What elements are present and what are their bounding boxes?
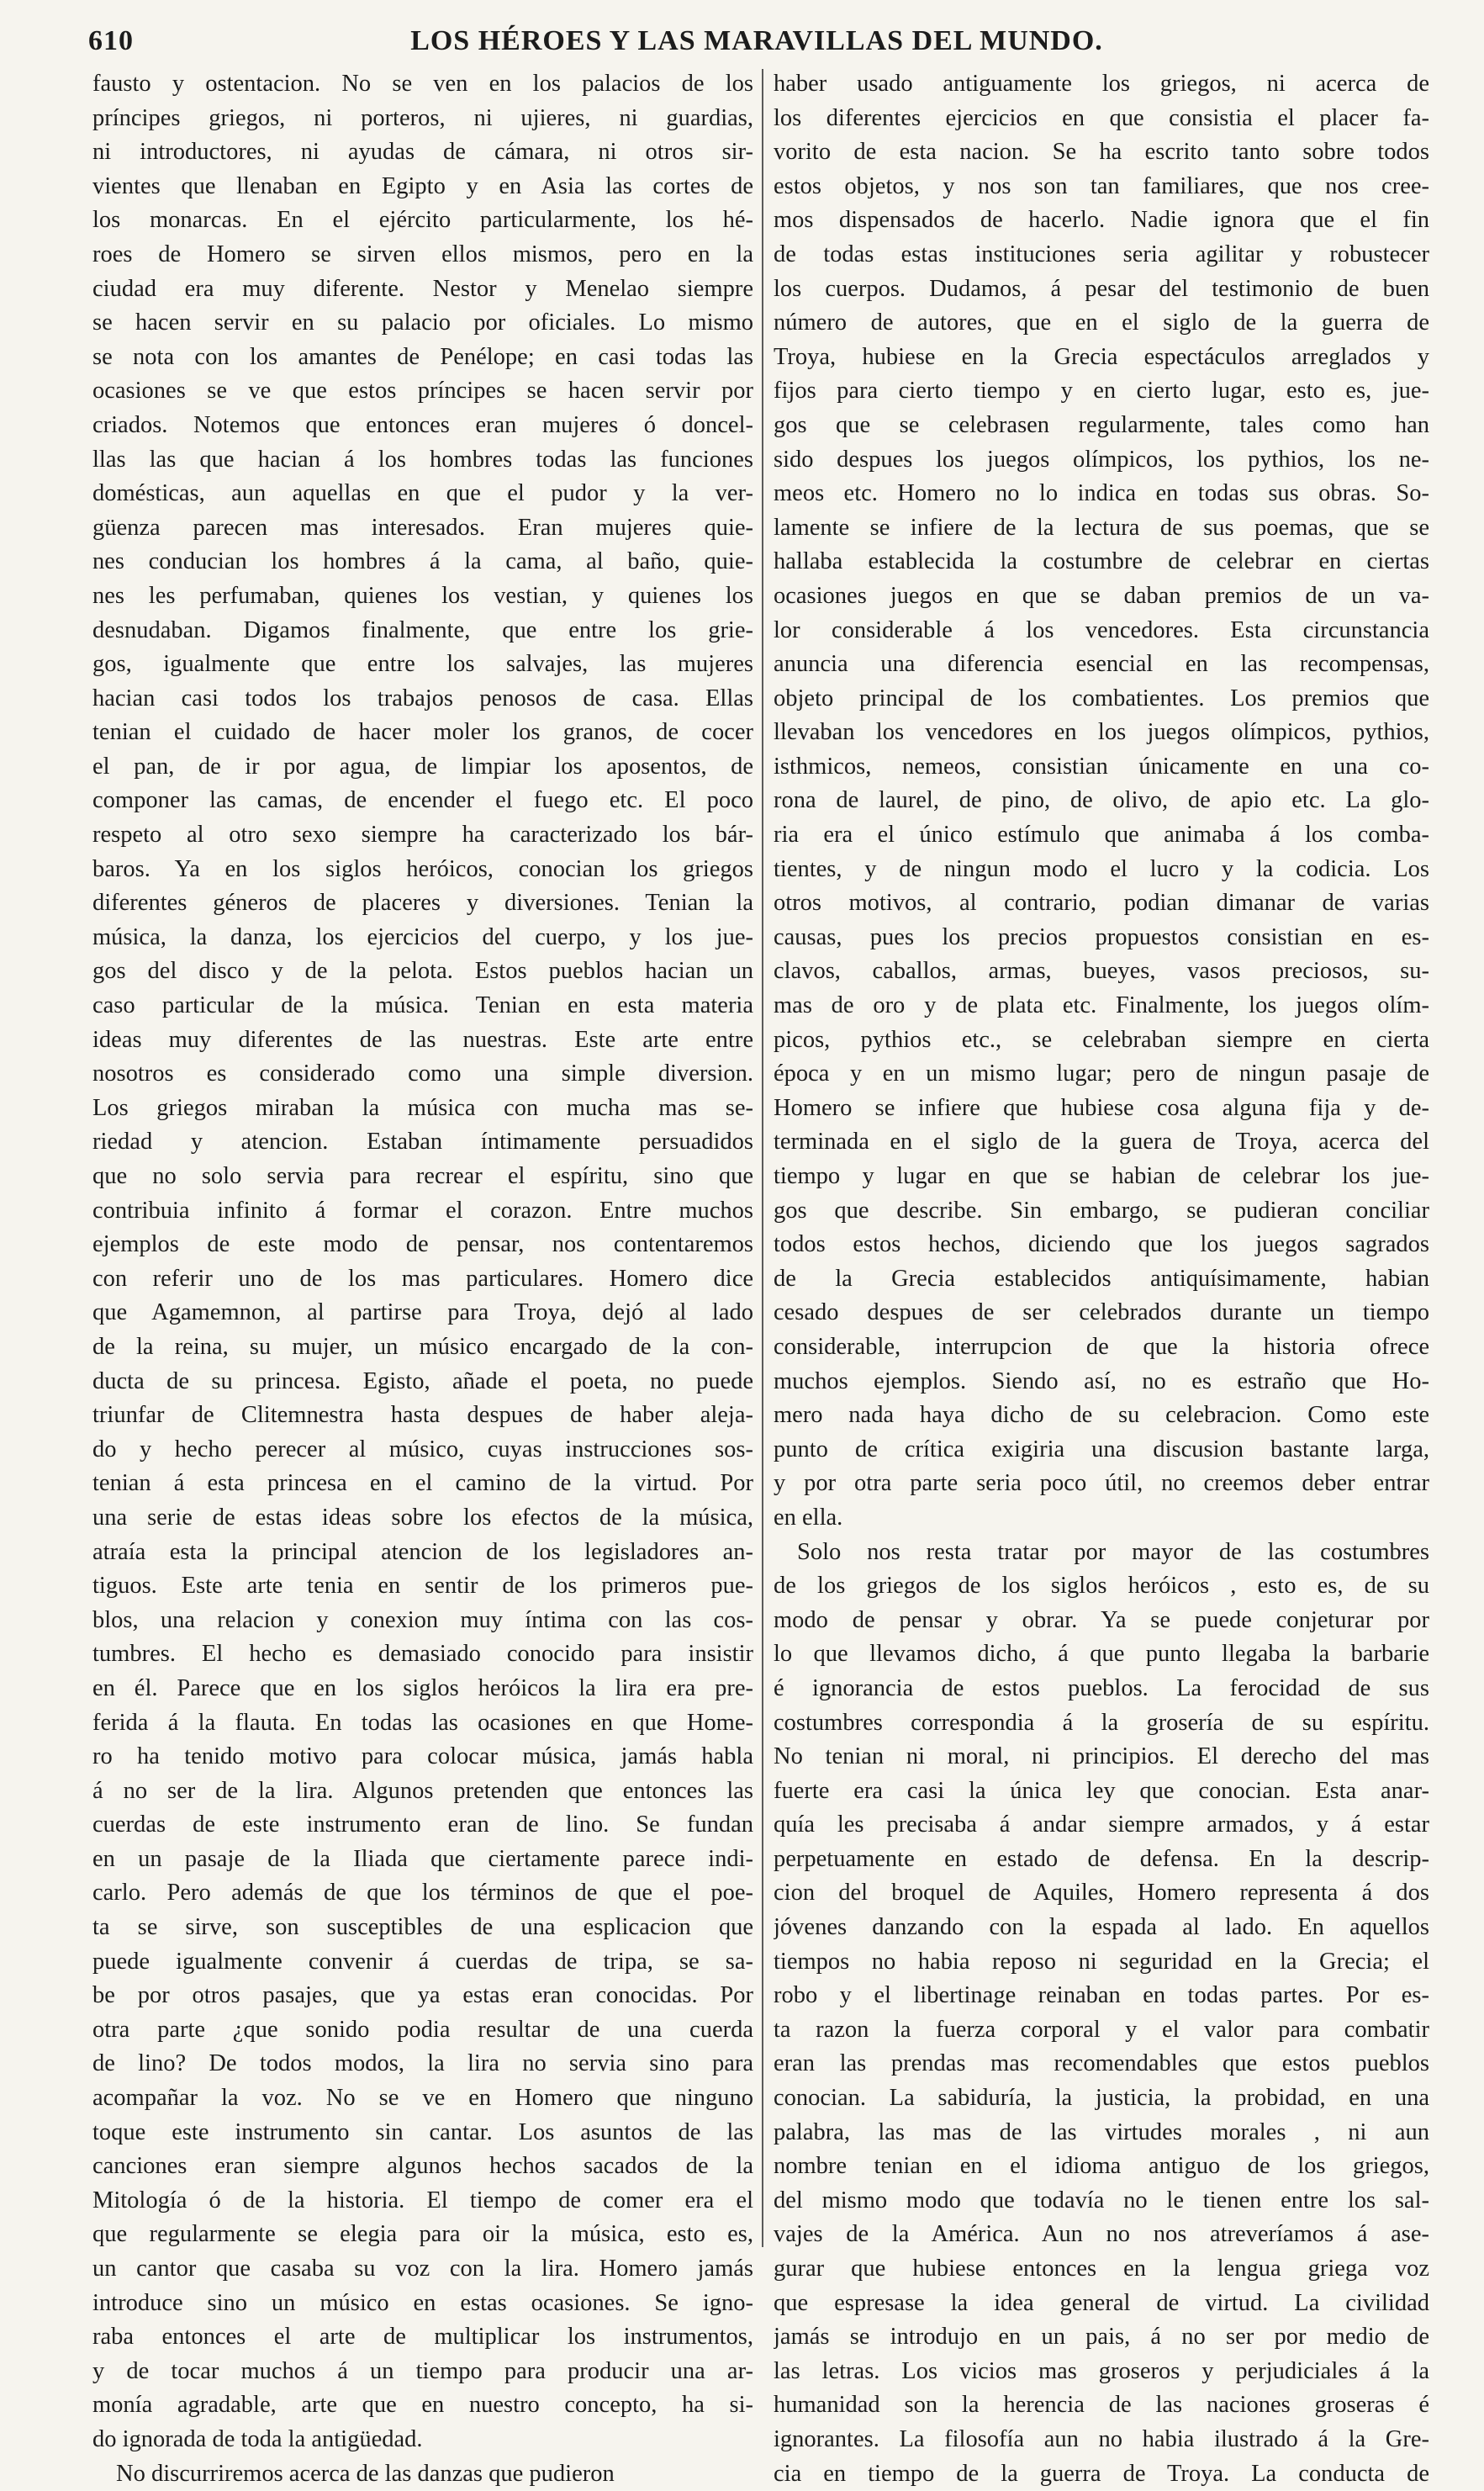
- text-line: se hacen servir en su palacio por oficiales. Lo mismo: [92, 309, 753, 336]
- text-line: tiempos no habia reposo ni seguridad en la Grecia; el: [774, 1948, 1429, 1975]
- text-line: meos etc. Homero no lo indica en todas sus obras. So-: [774, 480, 1429, 507]
- text-line: robo y el libertinage reinaban en todas partes. Por es-: [774, 1982, 1429, 2009]
- text-line: tumbres. El hecho es demasiado conocido para insistir: [92, 1641, 753, 1668]
- text-line: picos, pythios etc., se celebraban siempre en cierta: [774, 1026, 1429, 1053]
- text-line: sido despues los juegos olímpicos, los pythios, los ne-: [774, 446, 1429, 473]
- text-line: haber usado antiguamente los griegos, ni acerca de: [774, 71, 1429, 97]
- text-line: rona de laurel, de pino, de olivo, de apio etc. La glo-: [774, 787, 1429, 814]
- text-line: caso particular de la música. Tenian en esta materia: [92, 992, 753, 1019]
- text-line: época y en un mismo lugar; pero de ningun pasaje de: [774, 1060, 1429, 1087]
- text-line: las letras. Los vicios mas groseros y perjudiciales á la: [774, 2357, 1429, 2384]
- text-line: mero nada haya dicho de su celebracion. Como este: [774, 1402, 1429, 1429]
- text-line: ejemplos de este modo de pensar, nos contentaremos: [92, 1231, 753, 1258]
- text-line: costumbres correspondia á la grosería de su espíritu.: [774, 1709, 1429, 1736]
- text-line: criados. Notemos que entonces eran mujeres ó doncel-: [92, 411, 753, 438]
- text-line: gos del disco y de la pelota. Estos pueblos hacian un: [92, 958, 753, 985]
- text-line: Los griegos miraban la música con mucha mas se-: [92, 1094, 753, 1121]
- text-line: No discurriremos acerca de las danzas que pudieron: [116, 2460, 615, 2487]
- text-line: los cuerpos. Dudamos, á pesar del testimonio de buen: [774, 275, 1429, 302]
- text-line: nosotros es considerado como una simple diversion.: [92, 1060, 753, 1087]
- text-line: de la Grecia establecidos antiquísimamente, habian: [774, 1265, 1429, 1292]
- text-line: introduce sino un músico en estas ocasiones. Se igno-: [92, 2289, 753, 2316]
- text-line: respeto al otro sexo siempre ha caracterizado los bár-: [92, 822, 753, 849]
- text-line: cesado despues de ser celebrados durante un tiempo: [774, 1299, 1429, 1326]
- text-line: á no ser de la lira. Algunos pretenden que entonces las: [92, 1777, 753, 1804]
- text-line: baros. Ya en los siglos heróicos, conocian los griegos: [92, 855, 753, 882]
- text-line: hacian casi todos los trabajos penosos de casa. Ellas: [92, 685, 753, 711]
- text-line: ro ha tenido motivo para colocar música, jamás habla: [92, 1743, 753, 1770]
- text-line: cion del broquel de Aquiles, Homero representa á dos: [774, 1880, 1429, 1907]
- text-line: nombre tenian en el idioma antiguo de los griegos,: [774, 2153, 1429, 2180]
- text-line: desnudaban. Digamos finalmente, que entre los grie-: [92, 616, 753, 643]
- text-line: se nota con los amantes de Penélope; en casi todas las: [92, 343, 753, 370]
- text-line: lor considerable á los vencedores. Esta circunstancia: [774, 616, 1429, 643]
- text-line: muchos ejemplos. Siendo así, no es estraño que Ho-: [774, 1367, 1429, 1394]
- text-line: ni introductores, ni ayudas de cámara, ni otros sir-: [92, 139, 753, 166]
- text-line: gos que se celebrasen regularmente, tales como han: [774, 411, 1429, 438]
- text-line: con referir uno de los mas particulares. Homero dice: [92, 1265, 753, 1292]
- text-line: tenian á esta princesa en el camino de la virtud. Por: [92, 1470, 753, 1497]
- text-line: otros motivos, al contrario, podian dimanar de varias: [774, 890, 1429, 917]
- text-line: roes de Homero se sirven ellos mismos, pero en la: [92, 241, 753, 267]
- text-line: y de tocar muchos á un tiempo para producir una ar-: [92, 2357, 753, 2384]
- text-line: perpetuamente en estado de defensa. En la descrip-: [774, 1845, 1429, 1872]
- text-line: isthmicos, nemeos, consistian únicamente en una co-: [774, 753, 1429, 780]
- text-line: número de autores, que en el siglo de la guerra de: [774, 309, 1429, 336]
- text-line: Troya, hubiese en la Grecia espectáculos arreglados y: [774, 343, 1429, 370]
- text-line: Mitología ó de la historia. El tiempo de comer era el: [92, 2187, 753, 2213]
- running-title: LOS HÉROES Y LAS MARAVILLAS DEL MUNDO.: [410, 25, 1103, 56]
- text-line: tenian el cuidado de hacer moler los granos, de cocer: [92, 719, 753, 746]
- text-line: riedad y atencion. Estaban íntimamente persuadidos: [92, 1129, 753, 1156]
- text-line: ciudad era muy diferente. Nestor y Menelao siempre: [92, 275, 753, 302]
- text-line: los monarcas. En el ejército particularmente, los hé-: [92, 207, 753, 234]
- text-line: que regularmente se elegia para oir la música, esto es,: [92, 2221, 753, 2248]
- right-column: [774, 67, 1429, 2491]
- text-line: ocasiones se ve que estos príncipes se hacen servir por: [92, 378, 753, 405]
- text-line: do ignorada de toda la antigüedad.: [92, 2425, 423, 2452]
- text-line: punto de crítica exigiria una discusion bastante larga,: [774, 1436, 1429, 1462]
- text-line: No tenian ni moral, ni principios. El derecho del mas: [774, 1743, 1429, 1770]
- text-line: lamente se infiere de la lectura de sus poemas, que se: [774, 514, 1429, 541]
- text-line: Homero se infiere que hubiese cosa alguna fija y de-: [774, 1094, 1429, 1121]
- text-line: fuerte era casi la única ley que conocian. Esta anar-: [774, 1777, 1429, 1804]
- text-line: llevaban los vencedores en los juegos olímpicos, pythios,: [774, 719, 1429, 746]
- text-line: de los griegos de los siglos heróicos , esto es, de su: [774, 1573, 1429, 1600]
- text-line: puede igualmente convenir á cuerdas de tripa, se sa-: [92, 1948, 753, 1975]
- text-line: todos estos hechos, diciendo que los juegos sagrados: [774, 1231, 1429, 1258]
- text-line: que no solo servia para recrear el espíritu, sino que: [92, 1163, 753, 1189]
- text-line: ideas muy diferentes de las nuestras. Este arte entre: [92, 1026, 753, 1053]
- text-line: de todas estas instituciones seria agilitar y robustecer: [774, 241, 1429, 267]
- text-line: ignorantes. La filosofía aun no habia ilustrado á la Gre-: [774, 2425, 1429, 2452]
- text-line: objeto principal de los combatientes. Los premios que: [774, 685, 1429, 711]
- text-line: quía les precisaba á andar siempre armados, y á estar: [774, 1811, 1429, 1838]
- text-line: modo de pensar y obrar. Ya se puede conjeturar por: [774, 1606, 1429, 1633]
- text-line: atraía esta la principal atencion de los legisladores an-: [92, 1538, 753, 1565]
- text-line: vorito de esta nacion. Se ha escrito tanto sobre todos: [774, 139, 1429, 166]
- text-line: de lino? De todos modos, la lira no servia sino para: [92, 2050, 753, 2077]
- text-line: cuerdas de este instrumento eran de lino. Se fundan: [92, 1811, 753, 1838]
- text-line: é ignorancia de estos pueblos. La ferocidad de sus: [774, 1674, 1429, 1701]
- text-line: vientes que llenaban en Egipto y en Asia las cortes de: [92, 172, 753, 199]
- text-line: humanidad son la herencia de las naciones groseras é: [774, 2392, 1429, 2419]
- text-line: del mismo modo que todavía no le tienen entre los sal-: [774, 2187, 1429, 2213]
- text-line: clavos, caballos, armas, bueyes, vasos preciosos, su-: [774, 958, 1429, 985]
- text-line: triunfar de Clitemnestra hasta despues de haber aleja-: [92, 1402, 753, 1429]
- text-line: ocasiones juegos en que se daban premios de un va-: [774, 582, 1429, 609]
- text-line: y por otra parte seria poco útil, no creemos deber entrar: [774, 1470, 1429, 1497]
- text-line: do y hecho perecer al músico, cuyas instrucciones sos-: [92, 1436, 753, 1462]
- text-line: ria era el único estímulo que animaba á los comba-: [774, 822, 1429, 849]
- text-line: lo que llevamos dicho, á que punto llegaba la barbarie: [774, 1641, 1429, 1668]
- text-line: príncipes griegos, ni porteros, ni ujieres, ni guardias,: [92, 104, 753, 131]
- text-line: contribuia infinito á formar el corazon. Entre muchos: [92, 1197, 753, 1224]
- left-column: [92, 67, 753, 2491]
- text-line: ta razon la fuerza corporal y el valor para combatir: [774, 2016, 1429, 2043]
- text-line: domésticas, aun aquellas en que el pudor y la ver-: [92, 480, 753, 507]
- text-line: toque este instrumento sin cantar. Los asuntos de las: [92, 2118, 753, 2145]
- text-line: estos objetos, y nos son tan familiares, que nos cree-: [774, 172, 1429, 199]
- text-line: tiempo y lugar en que se habian de celebrar los jue-: [774, 1163, 1429, 1189]
- text-line: acompañar la voz. No se ve en Homero que ninguno: [92, 2085, 753, 2112]
- text-line: música, la danza, los ejercicios del cuerpo, y los jue-: [92, 923, 753, 950]
- text-line: terminada en el siglo de la guera de Troya, acerca del: [774, 1129, 1429, 1156]
- text-line: tiguos. Este arte tenia en sentir de los primeros pue-: [92, 1573, 753, 1600]
- text-line: tientes, y de ningun modo el lucro y la codicia. Los: [774, 855, 1429, 882]
- text-line: jóvenes danzando con la espada al lado. En aquellos: [774, 1914, 1429, 1941]
- text-line: de la reina, su mujer, un músico encargado de la con-: [92, 1333, 753, 1360]
- text-line: una serie de estas ideas sobre los efectos de la música,: [92, 1504, 753, 1531]
- running-header: [88, 25, 1425, 64]
- text-line: causas, pues los precios propuestos consistian en es-: [774, 923, 1429, 950]
- text-line: en él. Parece que en los siglos heróicos la lira era pre-: [92, 1674, 753, 1701]
- text-line: ta se sirve, son susceptibles de una esplicacion que: [92, 1914, 753, 1941]
- text-line: monía agradable, arte que en nuestro concepto, ha si-: [92, 2392, 753, 2419]
- text-line: cia en tiempo de la guerra de Troya. La conducta de: [774, 2460, 1429, 2487]
- text-line: conocian. La sabiduría, la justicia, la probidad, en una: [774, 2085, 1429, 2112]
- text-line: mos dispensados de hacerlo. Nadie ignora que el fin: [774, 207, 1429, 234]
- text-line: nes conducian los hombres á la cama, al baño, quie-: [92, 548, 753, 575]
- text-line: mas de oro y de plata etc. Finalmente, los juegos olím-: [774, 992, 1429, 1019]
- text-line: jamás se introdujo en un pais, á no ser por medio de: [774, 2324, 1429, 2351]
- text-line: en un pasaje de la Iliada que ciertamente parece indi-: [92, 1845, 753, 1872]
- text-line: nes les perfumaban, quienes los vestian, y quienes los: [92, 582, 753, 609]
- text-line: fijos para cierto tiempo y en cierto lugar, esto es, jue-: [774, 378, 1429, 405]
- text-line: palabra, las mas de las virtudes morales , ni aun: [774, 2118, 1429, 2145]
- text-line: vajes de la América. Aun no nos atreveríamos á ase-: [774, 2221, 1429, 2248]
- text-line: anuncia una diferencia esencial en las recompensas,: [774, 651, 1429, 678]
- text-line: componer las camas, de encender el fuego etc. El poco: [92, 787, 753, 814]
- text-line: fausto y ostentacion. No se ven en los palacios de los: [92, 71, 753, 97]
- text-line: diferentes géneros de placeres y diversiones. Tenian la: [92, 890, 753, 917]
- text-line: los diferentes ejercicios en que consistia el placer fa-: [774, 104, 1429, 131]
- text-line: güenza parecen mas interesados. Eran mujeres quie-: [92, 514, 753, 541]
- text-line: carlo. Pero además de que los términos de que el poe-: [92, 1880, 753, 1907]
- text-line: blos, una relacion y conexion muy íntima con las cos-: [92, 1606, 753, 1633]
- text-line: hallaba establecida la costumbre de celebrar en ciertas: [774, 548, 1429, 575]
- text-line: ferida á la flauta. En todas las ocasiones en que Home-: [92, 1709, 753, 1736]
- text-line: considerable, interrupcion de que la historia ofrece: [774, 1333, 1429, 1360]
- column-divider: [762, 69, 763, 2247]
- text-line: un cantor que casaba su voz con la lira. Homero jamás: [92, 2256, 753, 2282]
- text-line: ducta de su princesa. Egisto, añade el poeta, no puede: [92, 1367, 753, 1394]
- text-line: en ella.: [774, 1504, 843, 1531]
- text-line: gurar que hubiese entonces en la lengua griega voz: [774, 2256, 1429, 2282]
- text-line: raba entonces el arte de multiplicar los instrumentos,: [92, 2324, 753, 2351]
- text-line: Solo nos resta tratar por mayor de las costumbres: [797, 1538, 1429, 1565]
- text-line: el pan, de ir por agua, de limpiar los aposentos, de: [92, 753, 753, 780]
- text-line: llas las que hacian á los hombres todas las funciones: [92, 446, 753, 473]
- page-number: 610: [88, 25, 134, 56]
- text-line: otra parte ¿que sonido podia resultar de una cuerda: [92, 2016, 753, 2043]
- text-line: que espresase la idea general de virtud. La civilidad: [774, 2289, 1429, 2316]
- text-line: gos, igualmente que entre los salvajes, las mujeres: [92, 651, 753, 678]
- text-line: que Agamemnon, al partirse para Troya, dejó al lado: [92, 1299, 753, 1326]
- text-line: canciones eran siempre algunos hechos sacados de la: [92, 2153, 753, 2180]
- text-line: eran las prendas mas recomendables que estos pueblos: [774, 2050, 1429, 2077]
- text-line: gos que describe. Sin embargo, se pudieran conciliar: [774, 1197, 1429, 1224]
- text-line: be por otros pasajes, que ya estas eran conocidas. Por: [92, 1982, 753, 2009]
